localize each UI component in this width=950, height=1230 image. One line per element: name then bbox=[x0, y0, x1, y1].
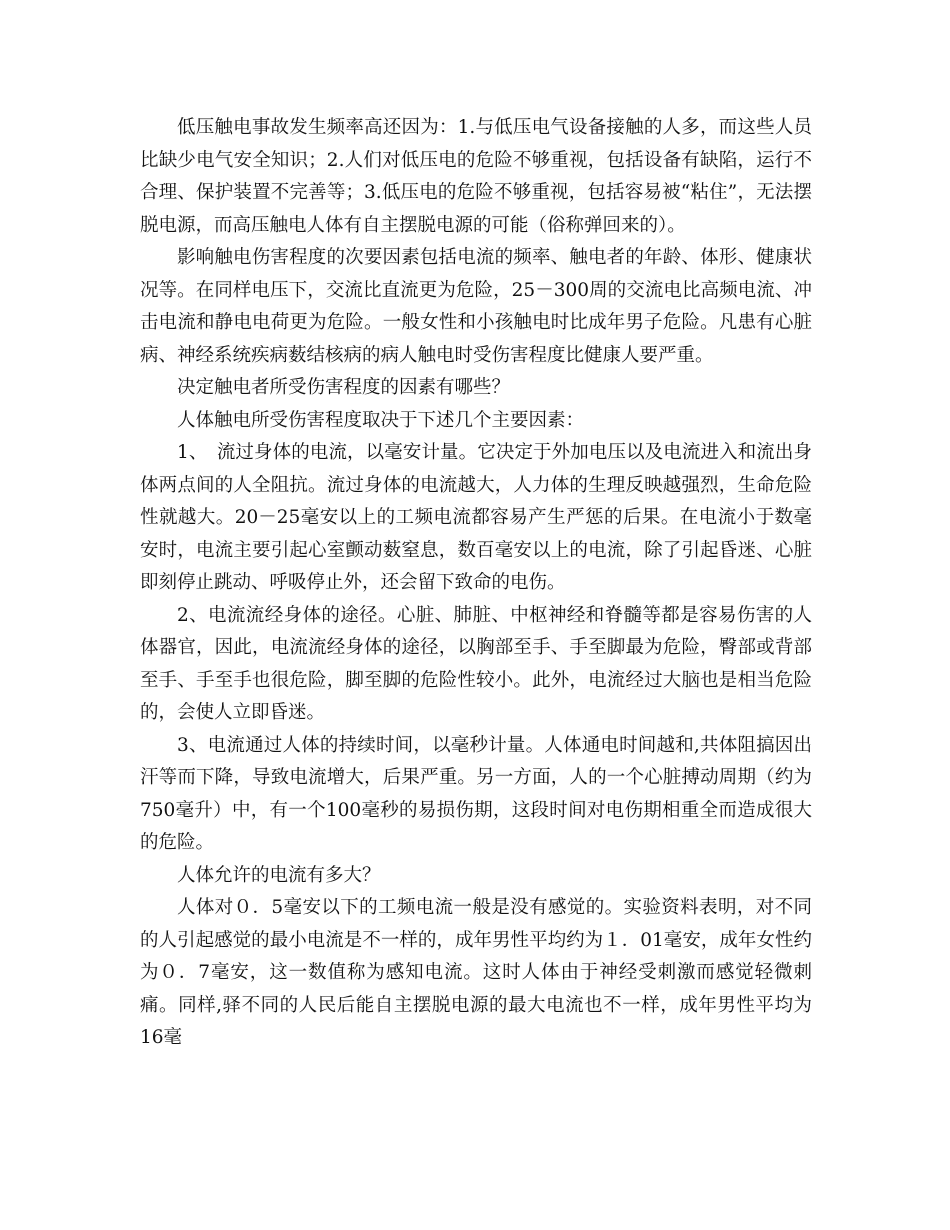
question-allowed-current: 人体允许的电流有多大？ bbox=[177, 864, 381, 886]
question-injury-factors: 决定触电者所受伤害程度的因素有哪些？ bbox=[177, 377, 511, 398]
list-item-current-path: 2、电流流经身体的途径。心脏、肺脏、中枢神经和脊髓等都是容易伤害的人体器官，因此，电流流经身体的途径，以胸部至手、手至脚最为危险，臀部或背部至手、手至手也很危险，脚至脚的危险性较小。此外，电流经过大脑也是相当危险的，会使人立即昏迷。 bbox=[140, 604, 812, 723]
list-item-current: 1、 流过身体的电流，以毫安计量。它决定于外加电压以及电流进入和流出身体两点间的人全阻抗。流过身体的电流越大，人力体的生理反映越强烈，生命危险性就越大。20－25毫安以上的工频电流都容易产生严惩的后果。在电流小于数毫安时，电流主要引起心室颤动薮窒息，数百毫安以上的电流，除了引起昏迷、心脏即刻停止跳动、呼吸停止外，还会留下致命的电伤。 bbox=[140, 442, 812, 593]
list-item-duration: 3、电流通过人体的持续时间，以毫秒计量。人体通电时间越和,共体阻搞因出汗等而下降，导致电流增大，后果严重。另一方面，人的一个心脏搏动周期（约为750毫升）中，有一个100毫秒的易损伤期，这段时间对电伤期相重全而造成很大的危险。 bbox=[140, 734, 812, 853]
paragraph-secondary-factors: 影响触电伤害程度的次要因素包括电流的频率、触电者的年龄、体形、健康状况等。在同样电压下，交流比直流更为危险，25－300周的交流电比高频电流、冲击电流和静电电荷更为危险。一般女性和小孩触电时比成年男子危险。凡患有心脏病、神经系统疾病薮结核病的病人触电时受伤害程度比健康人要严重。 bbox=[140, 247, 812, 366]
paragraph-main-factors-intro: 人体触电所受伤害程度取决于下述几个主要因素： bbox=[177, 409, 585, 431]
paragraph-low-voltage-frequency: 低压触电事故发生频率高还因为：1.与低压电气设备接触的人多，而这些人员比缺少电气安全知识；2.人们对低压电的危险不够重视，包括设备有缺陷，运行不合理、保护装置不完善等；3.低压电的危险不够重视，包括容易被“粘住”，无法摆脱电源，而高压触电人体有自主摆脱电源的可能（俗称弹回来的）。 bbox=[140, 117, 812, 236]
paragraph-perception-current: 人体对０．5毫安以下的工频电流一般是没有感觉的。实验资料表明，对不同的人引起感觉的最小电流是不一样的，成年男性平均约为１．01毫安，成年女性约为０．7毫安，这一数值称为感知电流。这时人体由于神经受刺激而感觉轻微刺痛。同样,驿不同的人民后能自主摆脱电源的最大电流也不一样，成年男性平均为16毫 bbox=[140, 897, 812, 1048]
document-page bbox=[140, 112, 812, 1055]
